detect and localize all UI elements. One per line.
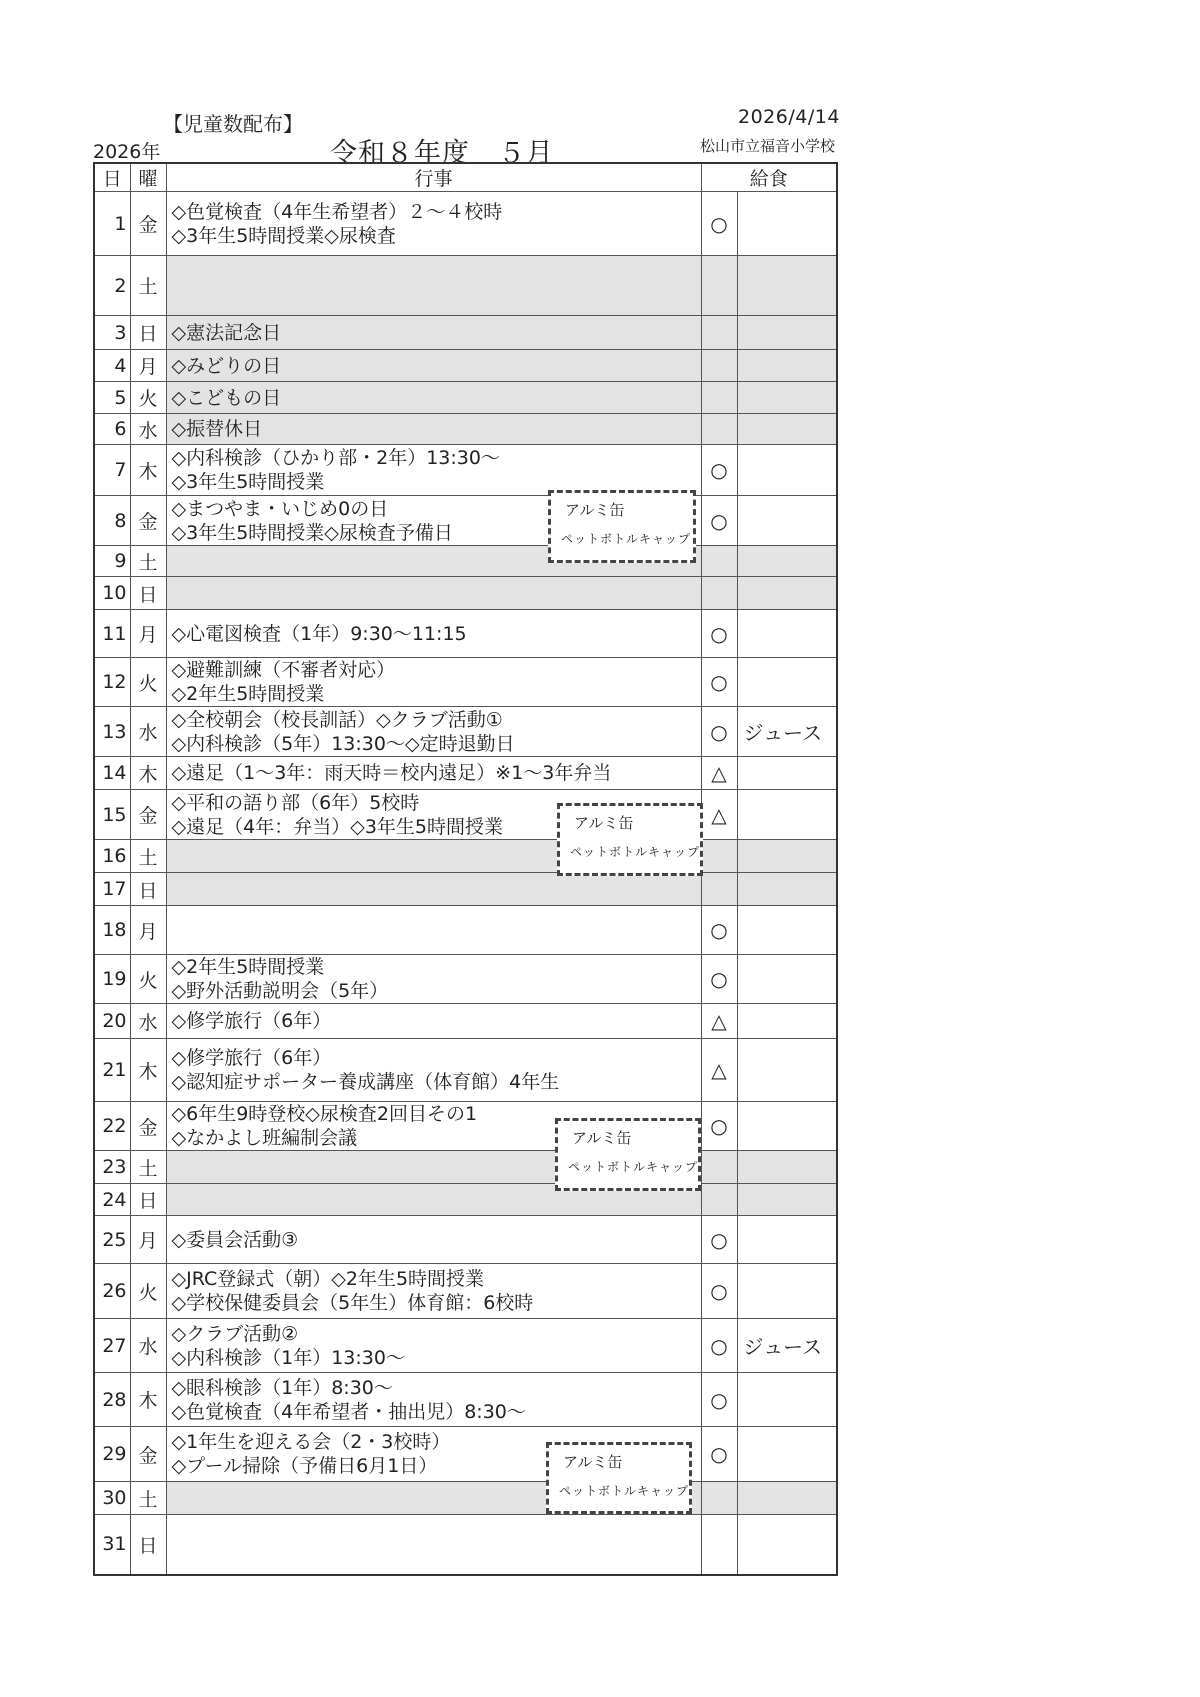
events-cell (166, 610, 701, 658)
day-number: 28 (94, 1373, 130, 1427)
table-row (94, 1216, 837, 1264)
event-line: ◇色覚検査（4年生希望者）２～４校時 (171, 200, 503, 223)
table-row (94, 382, 837, 414)
lunch-mark: △ (701, 1004, 737, 1039)
table-row (94, 1102, 837, 1151)
day-number: 24 (94, 1184, 130, 1216)
event-line: ◇こどもの日 (171, 386, 282, 409)
day-number: 2 (94, 256, 130, 316)
weekday: 火 (130, 955, 166, 1004)
day-number: 29 (94, 1427, 130, 1482)
event-line: ◇学校保健委員会（5年生）体育館：6校時 (171, 1292, 534, 1314)
event-line: ◇遠足（1～3年：雨天時＝校内遠足）※1～3年弁当 (171, 762, 612, 784)
day-number: 17 (94, 873, 130, 906)
lunch-mark (701, 414, 737, 445)
day-number: 10 (94, 577, 130, 610)
lunch-note (737, 658, 837, 707)
weekday: 水 (130, 414, 166, 445)
table-row (94, 192, 837, 256)
lunch-note (737, 955, 837, 1004)
day-number: 3 (94, 316, 130, 350)
table-row (94, 658, 837, 707)
recycle-note-line2: ペットボトルキャップ (570, 845, 701, 859)
table-row (94, 955, 837, 1004)
recycle-note (555, 1118, 701, 1191)
lunch-mark: ○ (701, 906, 737, 955)
event-line: ◇3年生5時間授業 (171, 471, 325, 493)
event-line: ◇修学旅行（6年） (171, 1047, 332, 1069)
weekday: 日 (130, 1515, 166, 1575)
event-line: ◇内科検診（1年）13:30～ (171, 1346, 405, 1369)
col-header-day: 日 (94, 163, 130, 192)
table-row (94, 1264, 837, 1319)
events-cell (166, 256, 701, 316)
day-number: 1 (94, 192, 130, 256)
weekday: 土 (130, 840, 166, 873)
day-number: 31 (94, 1515, 130, 1575)
day-number: 15 (94, 790, 130, 840)
table-row (94, 496, 837, 546)
table-row (94, 1184, 837, 1216)
event-line: ◇遠足（4年：弁当）◇3年生5時間授業 (171, 815, 503, 838)
lunch-mark: ○ (701, 1264, 737, 1319)
event-line: ◇6年生9時登校◇尿検査2回目その1 (171, 1103, 478, 1125)
weekday: 火 (130, 1264, 166, 1319)
events-cell (166, 658, 701, 707)
lunch-note (737, 1373, 837, 1427)
day-number: 9 (94, 546, 130, 577)
events-cell (166, 414, 701, 445)
lunch-note (737, 1482, 837, 1515)
table-row (94, 1427, 837, 1482)
lunch-mark (701, 256, 737, 316)
events-cell (166, 906, 701, 955)
lunch-mark: ○ (701, 707, 737, 757)
lunch-note (737, 1004, 837, 1039)
weekday: 月 (130, 350, 166, 382)
weekday: 金 (130, 496, 166, 546)
day-number: 6 (94, 414, 130, 445)
event-line: ◇3年生5時間授業◇尿検査 (171, 224, 396, 247)
recycle-note-line2: ペットボトルキャップ (568, 1160, 699, 1174)
lunch-note (737, 192, 837, 256)
table-row (94, 546, 837, 577)
table-row (94, 873, 837, 906)
school-name: 松山市立福音小学校 (700, 137, 836, 155)
lunch-note (737, 906, 837, 955)
col-header-lunch: 給食 (701, 163, 837, 192)
weekday: 土 (130, 256, 166, 316)
lunch-mark (701, 873, 737, 906)
events-cell (166, 707, 701, 757)
table-row (94, 1004, 837, 1039)
lunch-note (737, 1264, 837, 1319)
schedule-body (94, 192, 837, 1575)
recycle-note-line1: アルミ缶 (572, 1129, 632, 1147)
event-line: ◇避難訓練（不審者対応） (171, 659, 396, 681)
events-cell (166, 1039, 701, 1102)
lunch-note (737, 1515, 837, 1575)
table-header-row (94, 163, 837, 192)
events-cell (166, 757, 701, 790)
table-row (94, 577, 837, 610)
day-number: 27 (94, 1319, 130, 1373)
lunch-mark: ○ (701, 1427, 737, 1482)
event-line: ◇1年生を迎える会（2・3校時） (171, 1431, 451, 1453)
day-number: 4 (94, 350, 130, 382)
table-row (94, 1319, 837, 1373)
events-cell (166, 350, 701, 382)
lunch-note (737, 1102, 837, 1151)
weekday: 土 (130, 546, 166, 577)
table-row (94, 790, 837, 840)
table-row (94, 1373, 837, 1427)
weekday: 月 (130, 610, 166, 658)
day-number: 23 (94, 1151, 130, 1184)
lunch-mark (701, 546, 737, 577)
weekday: 日 (130, 873, 166, 906)
events-cell (166, 445, 701, 496)
event-line: ◇2年生5時間授業 (171, 683, 325, 705)
event-line: ◇色覚検査（4年希望者・抽出児）8:30～ (171, 1400, 526, 1423)
lunch-note (737, 610, 837, 658)
event-line: ◇クラブ活動② (171, 1322, 299, 1345)
weekday: 金 (130, 1427, 166, 1482)
day-number: 26 (94, 1264, 130, 1319)
lunch-note (737, 316, 837, 350)
recycle-note-line2: ペットボトルキャップ (559, 1484, 690, 1498)
lunch-mark (701, 382, 737, 414)
recycle-note (548, 490, 696, 563)
event-line: ◇JRC登録式（朝）◇2年生5時間授業 (171, 1268, 485, 1290)
events-cell (166, 955, 701, 1004)
lunch-mark: △ (701, 1039, 737, 1102)
event-line: ◇3年生5時間授業◇尿検査予備日 (171, 521, 453, 544)
page-title: 令和８年度 ５月 (330, 138, 554, 169)
weekday: 月 (130, 1216, 166, 1264)
lunch-mark: ○ (701, 658, 737, 707)
lunch-note: ジュース (737, 707, 837, 757)
weekday: 水 (130, 1319, 166, 1373)
lunch-note (737, 1151, 837, 1184)
event-line: ◇内科検診（5年）13:30～◇定時退勤日 (171, 732, 515, 755)
lunch-note (737, 445, 837, 496)
lunch-mark: ○ (701, 496, 737, 546)
lunch-note (737, 1184, 837, 1216)
lunch-mark: ○ (701, 1216, 737, 1264)
weekday: 金 (130, 192, 166, 256)
events-cell (166, 1515, 701, 1575)
recycle-note (557, 803, 703, 876)
lunch-mark (701, 1184, 737, 1216)
day-number: 8 (94, 496, 130, 546)
table-row (94, 610, 837, 658)
lunch-note: ジュース (737, 1319, 837, 1373)
day-number: 12 (94, 658, 130, 707)
event-line: ◇委員会活動③ (171, 1228, 299, 1251)
lunch-mark (701, 1151, 737, 1184)
weekday: 水 (130, 1004, 166, 1039)
table-row (94, 256, 837, 316)
event-line: ◇2年生5時間授業 (171, 956, 325, 978)
lunch-note (737, 873, 837, 906)
events-cell (166, 1319, 701, 1373)
day-number: 19 (94, 955, 130, 1004)
event-line: ◇みどりの日 (171, 354, 282, 377)
events-cell (166, 1264, 701, 1319)
event-line: ◇憲法記念日 (171, 321, 282, 344)
event-line: ◇プール掃除（予備日6月1日） (171, 1455, 438, 1477)
weekday: 水 (130, 707, 166, 757)
weekday: 日 (130, 316, 166, 350)
event-line: ◇修学旅行（6年） (171, 1010, 332, 1032)
col-header-weekday: 曜 (130, 163, 166, 192)
table-row (94, 350, 837, 382)
lunch-mark (701, 1515, 737, 1575)
weekday: 火 (130, 658, 166, 707)
calendar-year: 2026年 (93, 141, 161, 163)
table-row (94, 1482, 837, 1515)
lunch-mark (701, 840, 737, 873)
events-cell (166, 1004, 701, 1039)
day-number: 22 (94, 1102, 130, 1151)
events-cell (166, 192, 701, 256)
day-number: 5 (94, 382, 130, 414)
event-line: ◇内科検診（ひかり部・2年）13:30～ (171, 447, 500, 469)
events-cell (166, 873, 701, 906)
event-line: ◇野外活動説明会（5年） (171, 980, 389, 1002)
table-row (94, 840, 837, 873)
lunch-mark: ○ (701, 445, 737, 496)
lunch-note (737, 496, 837, 546)
lunch-mark (701, 577, 737, 610)
monthly-schedule-table (93, 162, 838, 1576)
events-cell (166, 1216, 701, 1264)
table-row (94, 414, 837, 445)
lunch-mark: ○ (701, 955, 737, 1004)
lunch-note (737, 256, 837, 316)
distribution-tag: 【児童数配布】 (163, 112, 303, 136)
table-row (94, 316, 837, 350)
table-row (94, 445, 837, 496)
day-number: 18 (94, 906, 130, 955)
table-row (94, 757, 837, 790)
weekday: 木 (130, 757, 166, 790)
lunch-mark (701, 316, 737, 350)
lunch-mark: ○ (701, 1102, 737, 1151)
day-number: 14 (94, 757, 130, 790)
lunch-note (737, 757, 837, 790)
weekday: 金 (130, 790, 166, 840)
lunch-note (737, 1427, 837, 1482)
recycle-note-line2: ペットボトルキャップ (561, 532, 692, 546)
recycle-note-line1: アルミ缶 (574, 814, 634, 832)
lunch-mark: ○ (701, 192, 737, 256)
table-row (94, 906, 837, 955)
weekday: 金 (130, 1102, 166, 1151)
weekday: 土 (130, 1151, 166, 1184)
lunch-note (737, 790, 837, 840)
lunch-mark (701, 1482, 737, 1515)
events-cell (166, 577, 701, 610)
lunch-mark: △ (701, 757, 737, 790)
lunch-note (737, 1216, 837, 1264)
weekday: 木 (130, 445, 166, 496)
lunch-mark: △ (701, 790, 737, 840)
lunch-note (737, 840, 837, 873)
issue-date: 2026/4/14 (738, 106, 840, 128)
recycle-note-line1: アルミ缶 (565, 501, 625, 519)
lunch-note (737, 1039, 837, 1102)
day-number: 20 (94, 1004, 130, 1039)
table-row (94, 1151, 837, 1184)
day-number: 13 (94, 707, 130, 757)
lunch-mark: ○ (701, 1319, 737, 1373)
lunch-mark: ○ (701, 610, 737, 658)
event-line: ◇認知症サポーター養成講座（体育館）4年生 (171, 1071, 560, 1093)
lunch-mark: ○ (701, 1373, 737, 1427)
recycle-note (546, 1442, 692, 1514)
day-number: 30 (94, 1482, 130, 1515)
event-line: ◇振替休日 (171, 418, 263, 440)
lunch-mark (701, 350, 737, 382)
event-line: ◇平和の語り部（6年）5校時 (171, 791, 420, 814)
day-number: 7 (94, 445, 130, 496)
weekday: 土 (130, 1482, 166, 1515)
event-line: ◇なかよし班編制会議 (171, 1127, 358, 1149)
weekday: 木 (130, 1039, 166, 1102)
table-row (94, 1515, 837, 1575)
weekday: 日 (130, 577, 166, 610)
day-number: 25 (94, 1216, 130, 1264)
day-number: 21 (94, 1039, 130, 1102)
event-line: ◇全校朝会（校長訓話）◇クラブ活動① (171, 708, 503, 731)
table-row (94, 1039, 837, 1102)
day-number: 11 (94, 610, 130, 658)
events-cell (166, 382, 701, 414)
weekday: 木 (130, 1373, 166, 1427)
lunch-note (737, 350, 837, 382)
col-header-events: 行事 (166, 163, 701, 192)
events-cell (166, 1373, 701, 1427)
table-row (94, 707, 837, 757)
event-line: ◇心電図検査（1年）9:30～11:15 (171, 622, 467, 645)
day-number: 16 (94, 840, 130, 873)
lunch-note (737, 546, 837, 577)
lunch-note (737, 577, 837, 610)
recycle-note-line1: アルミ缶 (563, 1453, 623, 1471)
weekday: 月 (130, 906, 166, 955)
lunch-note (737, 382, 837, 414)
event-line: ◇眼科検診（1年）8:30～ (171, 1376, 393, 1399)
event-line: ◇まつやま・いじめ0の日 (171, 497, 389, 520)
weekday: 火 (130, 382, 166, 414)
lunch-note (737, 414, 837, 445)
weekday: 日 (130, 1184, 166, 1216)
events-cell (166, 316, 701, 350)
